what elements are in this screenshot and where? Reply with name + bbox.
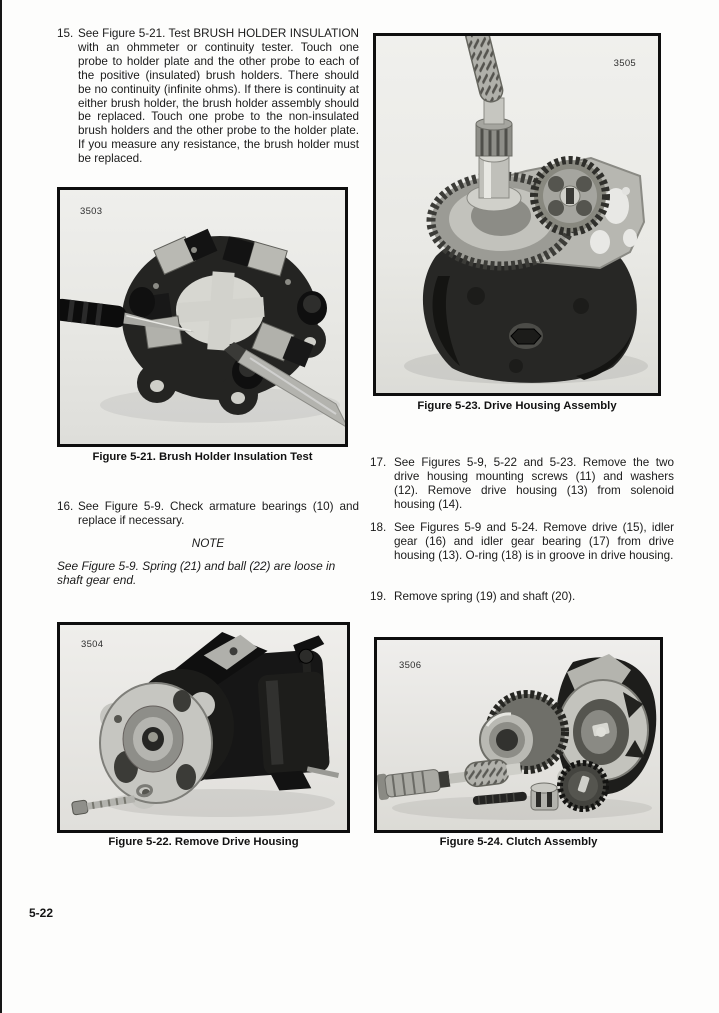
figure-5-21-caption: Figure 5-21. Brush Holder Insulation Test (92, 451, 313, 463)
page-number: 5-22 (29, 906, 54, 920)
step-19-number: 19. (370, 590, 387, 603)
note-text: See Figure 5-9. Spring (21) and ball (22) are loose in shaft gear end. (57, 559, 336, 588)
step-19-text: Remove spring (19) and shaft (20). (394, 590, 576, 603)
figure-5-21-box (57, 187, 348, 447)
figure-5-21-photo (60, 190, 345, 444)
step-17-number: 17. (370, 456, 387, 469)
figure-5-23-caption: Figure 5-23. Drive Housing Assembly (417, 400, 617, 412)
photo-id-3506: 3506 (399, 660, 422, 671)
photo-id-3503: 3503 (80, 206, 103, 217)
step-18-number: 18. (370, 521, 387, 534)
step-16-number: 16. (57, 500, 74, 513)
step-15-text: See Figure 5-21. Test BRUSH HOLDER INSULATION with an ohmmeter or continuity tester. Touch one probe to holder plate and the other probe to each of the positive (insulated) brush holders. There should be no continuity (infinite ohms). If there is continuity at either brush holder, the brush holder assembly should be replaced. Touch one probe to the non-insulated brush holders and the other probe to the holder plate. If you measure any resistance, the brush holder must be replaced. (78, 27, 359, 166)
step-16 (57, 500, 359, 528)
step-18-text: See Figures 5-9 and 5-24. Remove drive (15), idler gear (16) and idler gear bearing (17) from drive housing (13). O-ring (18) is in groove in drive housing. (394, 521, 674, 562)
figure-5-22-photo (60, 625, 347, 830)
note-label: NOTE (191, 537, 225, 550)
photo-id-3504: 3504 (81, 639, 104, 650)
step-19 (370, 590, 674, 604)
figure-5-23-photo (376, 36, 658, 393)
figure-5-24-box (374, 637, 663, 833)
figure-5-22-caption: Figure 5-22. Remove Drive Housing (108, 836, 299, 848)
photo-id-3505: 3505 (613, 58, 636, 69)
step-16-text: See Figure 5-9. Check armature bearings (10) and replace if necessary. (78, 500, 359, 527)
figure-5-24-caption: Figure 5-24. Clutch Assembly (439, 836, 598, 848)
figure-5-23-box (373, 33, 661, 396)
step-17 (370, 456, 674, 512)
step-15-number: 15. (57, 27, 74, 40)
figure-5-22-box (57, 622, 350, 833)
step-15 (57, 27, 359, 166)
step-17-text: See Figures 5-9, 5-22 and 5-23. Remove the two drive housing mounting screws (11) and washers (12). Remove drive housing (13) from solenoid housing (14). (394, 456, 674, 511)
scan-edge-line (0, 0, 2, 1013)
step-18 (370, 521, 674, 563)
